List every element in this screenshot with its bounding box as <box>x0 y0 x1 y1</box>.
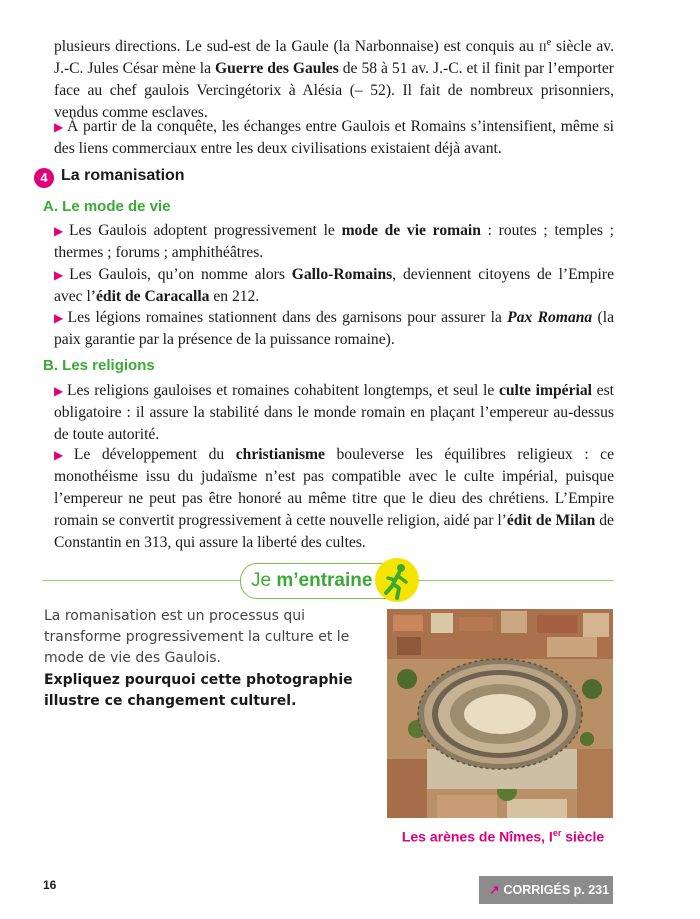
exercise-intro: La romanisation est un processus qui transforme progressivement la culture et le mode de vie des Gaulois. <box>44 608 350 666</box>
intro-paragraph-exchanges: ▶ À partir de la conquête, les échanges entre Gaulois et Romains s’intensifient, même si des liens commerciaux entre les deux civilisations existaient déjà avant. <box>54 118 614 157</box>
paragraph-gallo-romains: ▶ Les Gaulois, qu’on nomme alors Gallo-Romains, deviennent citoyens de l’Empire avec l’édit de Caracalla en 212. <box>54 266 614 305</box>
section-title: La romanisation <box>61 167 185 184</box>
arrow-up-right-icon: ↗ <box>489 883 500 897</box>
runner-icon <box>375 558 419 602</box>
page-number: 16 <box>43 878 57 892</box>
arena-photo <box>387 609 613 818</box>
paragraph-culte-imperial: ▶ Les religions gauloises et romaines cohabitent longtemps, et seul le culte impérial est obligatoire : il assure la stabilité dans le monde romain en plaçant l’empereur au-dessus de toute autorité. <box>54 382 614 443</box>
divider-left <box>43 580 240 581</box>
bullet-triangle-icon: ▶ <box>54 120 65 134</box>
subsection-title-religions: B. Les religions <box>43 357 155 374</box>
intro-paragraph-conquest: plusieurs directions. Le sud-est de la Gaule (la Narbonnaise) est conquis au IIe siècle av. J.-C. Jules César mène la Guerre des Gaules de 58 à 51 av. J.-C. et il finit par l’emporter face au chef gaulois Vercingétorix à Alésia (– 52). Il fait de nombreux prisonniers, vendus comme esclaves. <box>54 37 614 122</box>
paragraph-christianisme: ▶ Le développement du christianisme bouleverse les équilibres religieux : ce monothéisme issu du judaïsme n’est pas compatible avec le culte impérial, puisque l’empereur ne peut pas être honoré au même titre que le dieu des chrétiens. L’Empire romain se convertit progressivement à cette nouvelle religion, aidé par l’édit de Milan de Constantin en 313, qui assure la liberté des cultes. <box>54 446 615 551</box>
corriges-link[interactable]: ↗ CORRIGÉS p. 231 <box>479 876 613 904</box>
paragraph-pax-romana: ▶ Les légions romaines stationnent dans des garnisons pour assurer la Pax Romana (la paix garantie par la présence de la puissance romaine). <box>54 309 614 348</box>
bullet-triangle-icon: ▶ <box>54 268 67 282</box>
section-number-badge: 4 <box>34 168 54 188</box>
bullet-triangle-icon: ▶ <box>54 384 65 398</box>
photo-caption: Les arènes de Nîmes, Ier siècle <box>401 828 605 845</box>
bullet-triangle-icon: ▶ <box>54 224 67 238</box>
divider-right <box>416 580 613 581</box>
exercise-badge: Je m’entraine <box>240 563 418 599</box>
paragraph-mode-de-vie: ▶ Les Gaulois adoptent progressivement le mode de vie romain : routes ; temples ; thermes ; forums ; amphithéâtres. <box>54 222 614 261</box>
bullet-triangle-icon: ▶ <box>54 311 65 325</box>
subsection-title-mode-de-vie: A. Le mode de vie <box>43 198 171 215</box>
bullet-triangle-icon: ▶ <box>54 448 71 462</box>
exercise-question: Expliquez pourquoi cette photographie illustre ce changement culturel. <box>44 672 353 709</box>
